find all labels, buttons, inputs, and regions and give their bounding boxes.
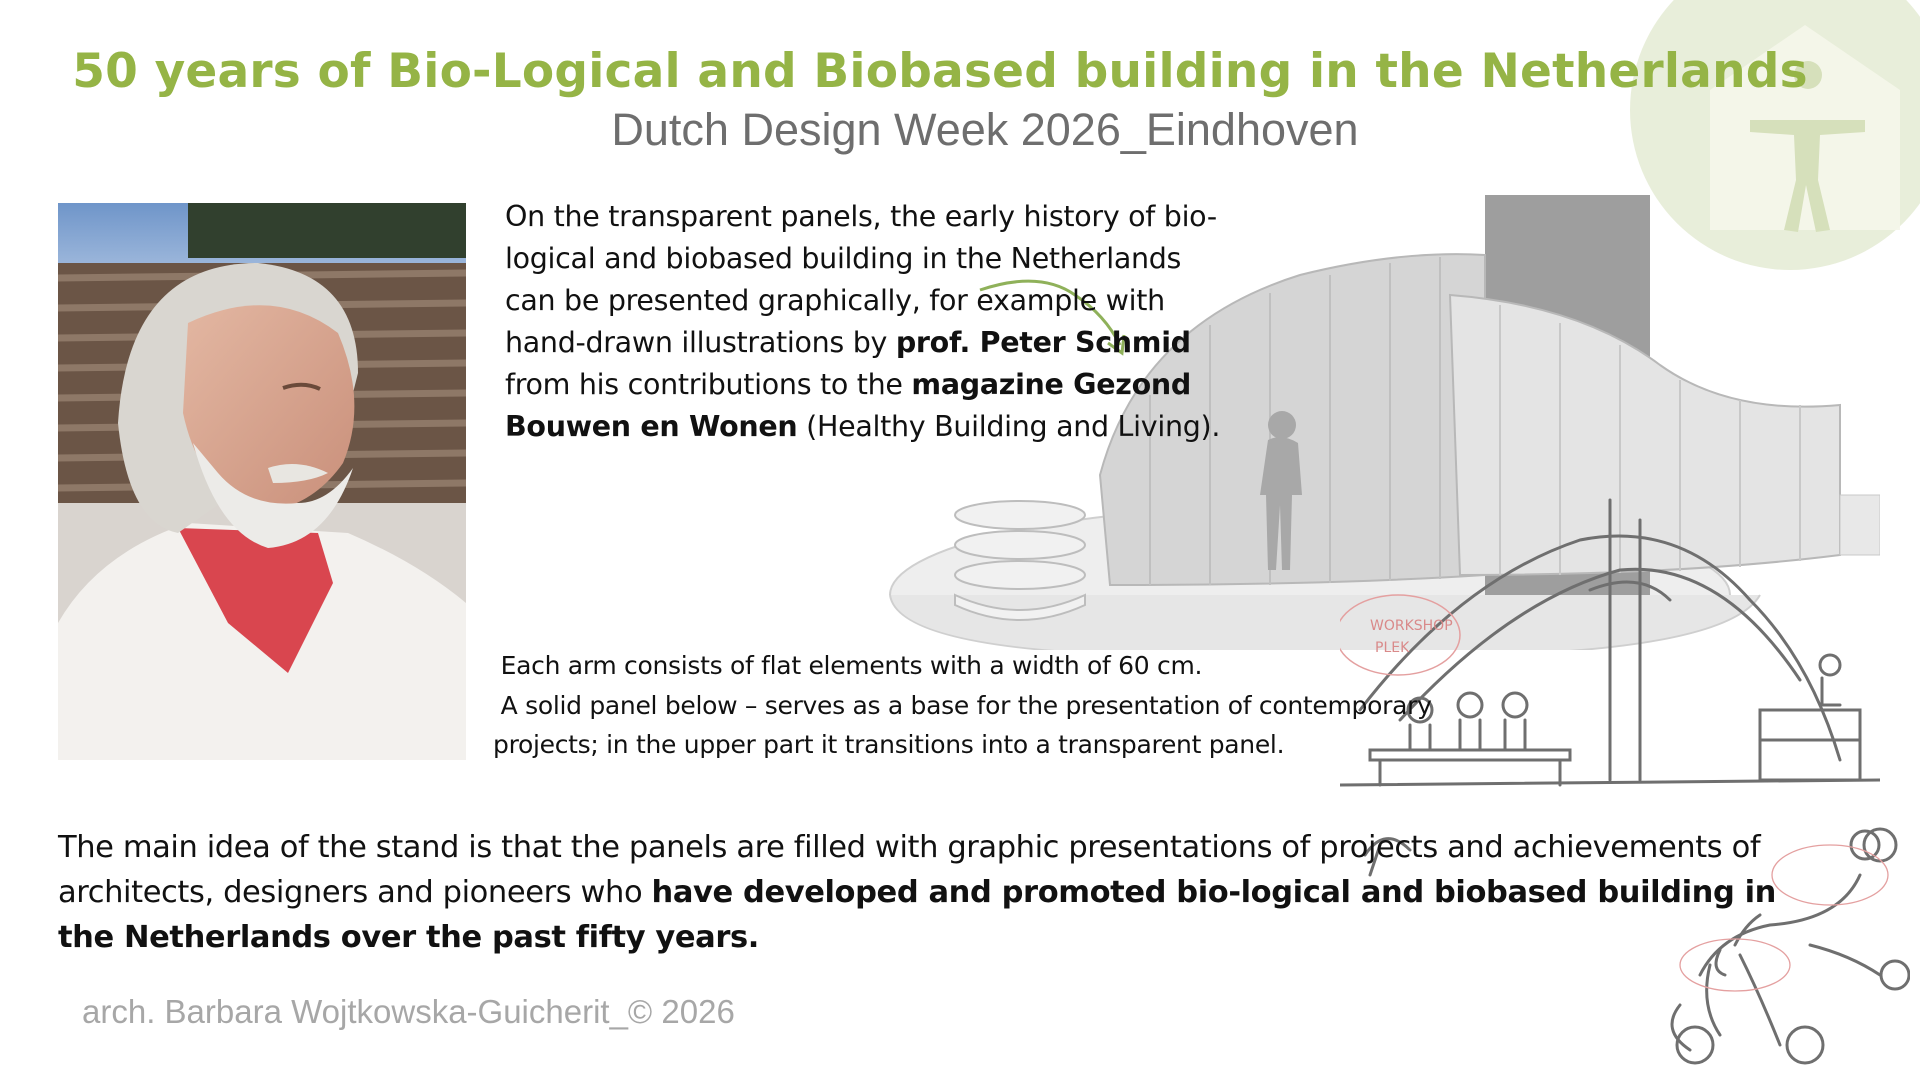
main-line	[58, 870, 1838, 915]
main-emphasis: have developed and promoted bio-logical and biobased building in	[651, 875, 1776, 910]
intro-line: logical and biobased building in the Netherlands	[505, 242, 1182, 275]
arm-line: A solid panel below – serves as a base for the presentation of contemporary	[493, 690, 1432, 720]
main-paragraph	[58, 825, 1838, 960]
intro-line: On the transparent panels, the early history of bio-	[505, 200, 1217, 233]
magazine-name-cont: Bouwen en Wonen	[505, 410, 798, 443]
main-emphasis: the Netherlands over the past fifty years.	[58, 920, 759, 955]
intro-text: from his contributions to the	[505, 368, 912, 401]
sketch-label-plek: PLEK	[1375, 640, 1410, 656]
page-subtitle: Dutch Design Week 2026_Eindhoven	[611, 104, 1359, 155]
intro-paragraph	[505, 196, 1265, 448]
arm-line: projects; in the upper part it transitions into a transparent panel.	[493, 730, 1285, 759]
intro-line	[505, 406, 1265, 448]
arm-line: Each arm consists of flat elements with a width of 60 cm.	[493, 651, 1203, 680]
main-line: The main idea of the stand is that the panels are filled with graphic presentations of projects and achievements of	[58, 830, 1761, 865]
main-line	[58, 915, 1838, 960]
intro-text: (Healthy Building and Living).	[797, 410, 1221, 443]
portrait-photo	[58, 203, 466, 760]
intro-line	[505, 364, 1265, 406]
intro-line	[505, 322, 1265, 364]
author-credit: arch. Barbara Wojtkowska-Guicherit_© 2026	[82, 993, 735, 1030]
author-name: prof. Peter Schmid	[895, 326, 1191, 359]
magazine-name: magazine Gezond	[911, 368, 1191, 401]
sketch-label-workshop: WORKSHOP	[1370, 618, 1453, 634]
intro-text: hand-drawn illustrations by	[505, 326, 896, 359]
arm-description	[493, 646, 1553, 765]
page-title: 50 years of Bio-Logical and Biobased building in the Netherlands	[72, 44, 1808, 99]
intro-line: can be presented graphically, for example with	[505, 284, 1165, 317]
main-text: architects, designers and pioneers who	[58, 875, 652, 910]
